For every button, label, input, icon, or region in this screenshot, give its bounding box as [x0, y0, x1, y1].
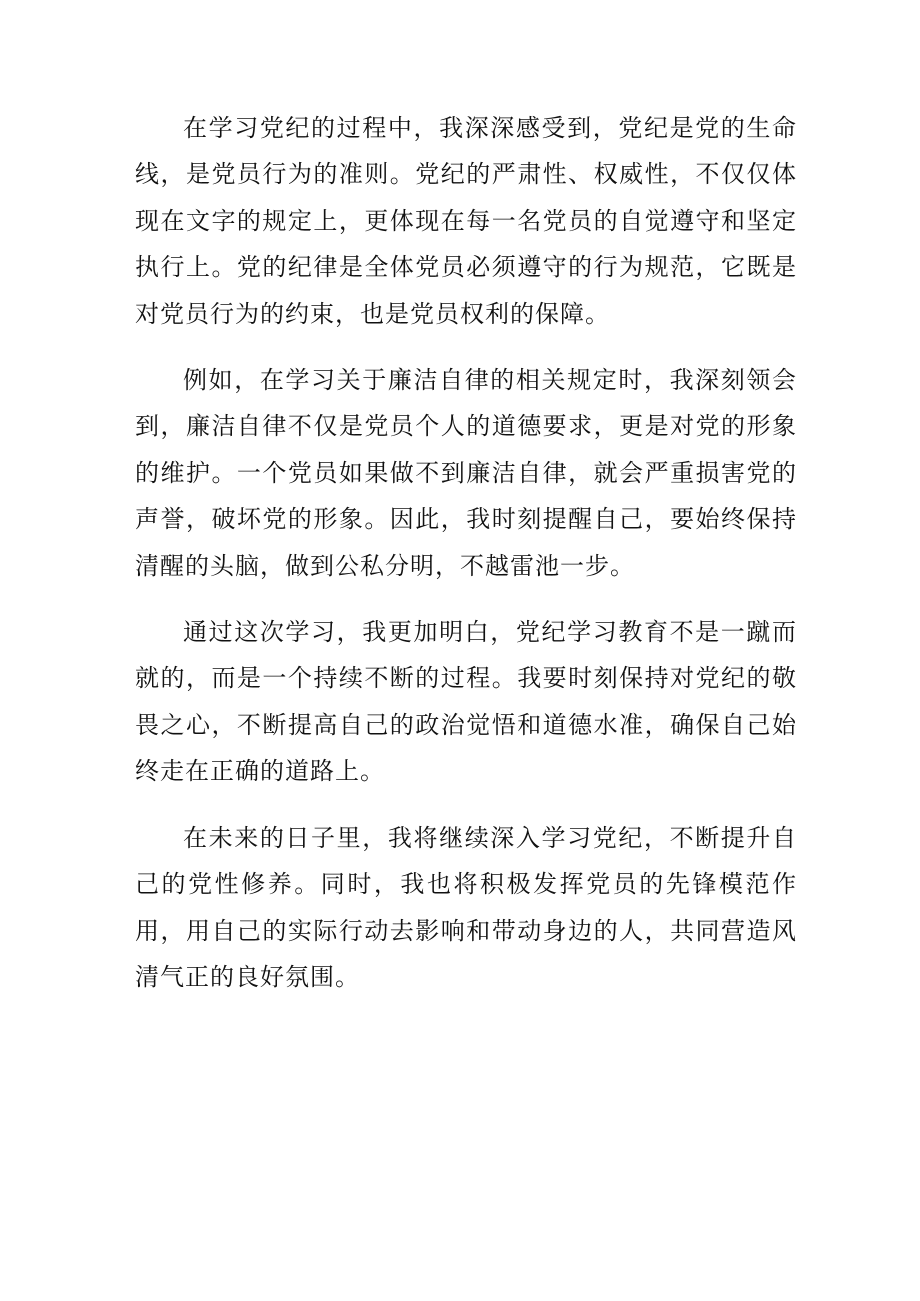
document-body: [135, 105, 797, 1020]
paragraph: 在学习党纪的过程中，我深深感受到，党纪是党的生命线，是党员行为的准则。党纪的严肃性、权威性，不仅仅体现在文字的规定上，更体现在每一名党员的自觉遵守和坚定执行上。党的纪律是全体党员必须遵守的行为规范，它既是对党员行为的约束，也是党员权利的保障。: [135, 114, 797, 328]
paragraph: 例如，在学习关于廉洁自律的相关规定时，我深刻领会到，廉洁自律不仅是党员个人的道德要求，更是对党的形象的维护。一个党员如果做不到廉洁自律，就会严重损害党的声誉，破坏党的形象。因此，我时刻提醒自己，要始终保持清醒的头脑，做到公私分明，不越雷池一步。: [135, 366, 797, 580]
paragraph: 通过这次学习，我更加明白，党纪学习教育不是一蹴而就的，而是一个持续不断的过程。我要时刻保持对党纪的敬畏之心，不断提高自己的政治觉悟和道德水准，确保自己始终走在正确的道路上。: [135, 618, 797, 786]
paragraph: 在未来的日子里，我将继续深入学习党纪，不断提升自己的党性修养。同时，我也将积极发挥党员的先锋模范作用，用自己的实际行动去影响和带动身边的人，共同营造风清气正的良好氛围。: [135, 823, 797, 991]
